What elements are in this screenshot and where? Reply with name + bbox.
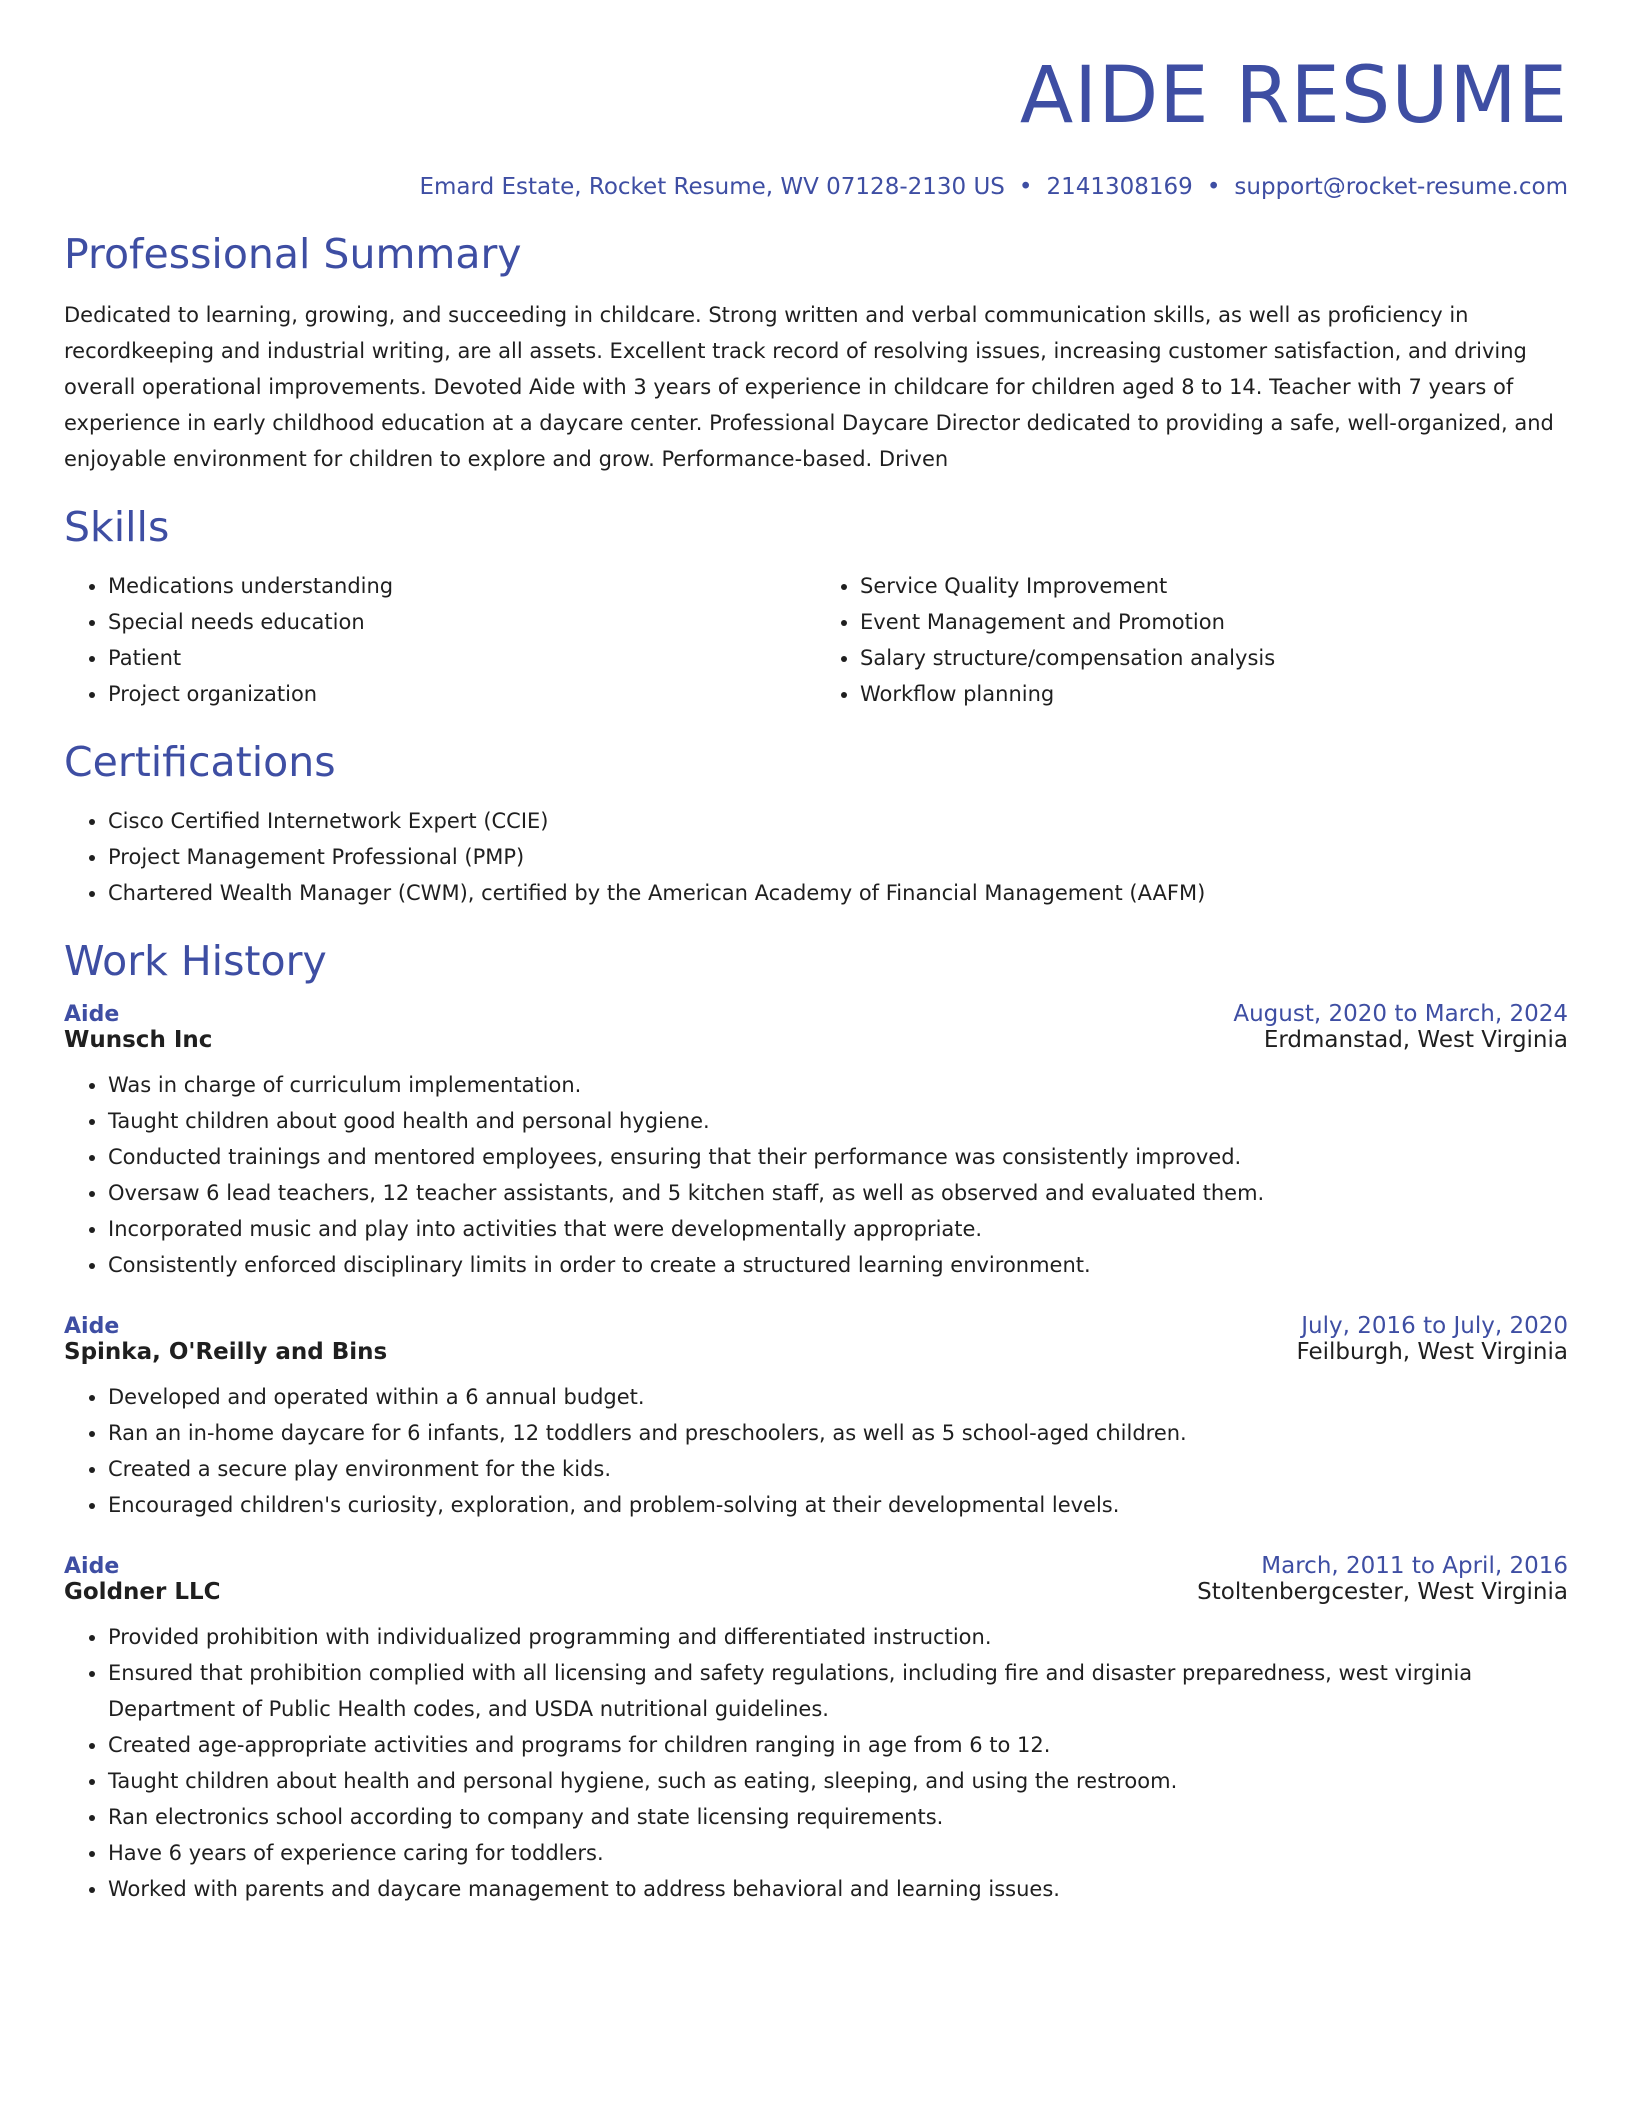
job-bullet: • Taught children about good health and personal hygiene. — [108, 1103, 1568, 1139]
job-entry — [64, 1001, 1568, 1283]
skill-item: • Workflow planning — [860, 676, 1568, 712]
certifications-heading: Certifications — [64, 738, 336, 787]
work-history-heading: Work History — [64, 937, 327, 986]
job-company: Spinka, O'Reilly and Bins — [64, 1338, 388, 1365]
contact-separator: • — [1206, 173, 1221, 200]
summary-section — [64, 230, 1568, 477]
contact-phone[interactable]: 2141308169 — [1046, 173, 1193, 200]
summary-text: Dedicated to learning, growing, and succeeding in childcare. Strong written and verbal communication skills, as well as proficiency in recordkeeping and industrial writing, are all assets. Excellent track record of resolving issues, increasing customer satisfaction, and driving overall operational improvements. Devoted Aide with 3 years of experience in childcare for children aged 8 to 14. Teacher with 7 years of experience in early childhood education at a daycare center. Professional Daycare Director dedicated to providing a safe, well-organized, and enjoyable environment for children to explore and grow. Performance-based. Driven — [64, 303, 1554, 472]
skills-section — [64, 503, 1568, 712]
resume-name: AIDE RESUME — [1019, 51, 1568, 141]
job-dates: August, 2020 to March, 2024 — [1233, 1000, 1568, 1027]
skills-heading: Skills — [64, 503, 170, 552]
job-title: Aide — [64, 1001, 120, 1027]
job-dates: July, 2016 to July, 2020 — [1301, 1312, 1568, 1339]
job-bullet: • Incorporated music and play into activities that were developmentally appropriate. — [108, 1211, 1568, 1247]
job-entry — [64, 1313, 1568, 1523]
certifications-section — [64, 738, 1568, 911]
job-bullet: • Created a secure play environment for the kids. — [108, 1451, 1568, 1487]
job-bullet: • Provided prohibition with individualized programming and differentiated instruction. — [108, 1619, 1568, 1655]
skill-item: • Special needs education — [108, 604, 816, 640]
skills-list-right — [816, 568, 1568, 712]
job-company: Wunsch Inc — [64, 1026, 213, 1053]
skill-item: • Service Quality Improvement — [860, 568, 1568, 604]
job-company: Goldner LLC — [64, 1578, 221, 1605]
certification-item: • Cisco Certified Internetwork Expert (CCIE) — [108, 803, 1568, 839]
contact-address: Emard Estate, Rocket Resume, WV 07128-2130 US — [419, 173, 1005, 200]
certification-item: • Project Management Professional (PMP) — [108, 839, 1568, 875]
job-bullet: • Worked with parents and daycare management to address behavioral and learning issues. — [108, 1871, 1568, 1907]
job-bullet: • Oversaw 6 lead teachers, 12 teacher assistants, and 5 kitchen staff, as well as observed and evaluated them. — [108, 1175, 1568, 1211]
job-bullet: • Ensured that prohibition complied with all licensing and safety regulations, including fire and disaster preparedness, west virginia Department of Public Health codes, and USDA nutritional guidelines. — [108, 1655, 1568, 1727]
skill-item: • Patient — [108, 640, 816, 676]
job-entry — [64, 1553, 1568, 1907]
job-bullet: • Taught children about health and personal hygiene, such as eating, sleeping, and using the restroom. — [108, 1763, 1568, 1799]
job-bullet: • Encouraged children's curiosity, exploration, and problem-solving at their developmental levels. — [108, 1487, 1568, 1523]
skill-item: • Event Management and Promotion — [860, 604, 1568, 640]
certifications-list — [64, 803, 1568, 911]
job-bullet: • Was in charge of curriculum implementation. — [108, 1067, 1568, 1103]
job-title: Aide — [64, 1553, 120, 1579]
skill-item: • Project organization — [108, 676, 816, 712]
skill-item: • Medications understanding — [108, 568, 816, 604]
skills-columns — [64, 568, 1568, 712]
job-bullet: • Developed and operated within a 6 annual budget. — [108, 1379, 1568, 1415]
contact-email[interactable]: support@rocket-resume.com — [1234, 173, 1568, 200]
job-location: Erdmanstad, West Virginia — [1263, 1026, 1568, 1053]
job-location: Stoltenbergcester, West Virginia — [1197, 1578, 1568, 1605]
contact-line — [64, 174, 1568, 200]
job-dates: March, 2011 to April, 2016 — [1261, 1552, 1568, 1579]
job-bullets — [64, 1379, 1568, 1523]
summary-heading: Professional Summary — [64, 229, 522, 278]
job-bullet: • Conducted trainings and mentored employees, ensuring that their performance was consistently improved. — [108, 1139, 1568, 1175]
skills-list-left — [64, 568, 816, 712]
job-bullet: • Ran electronics school according to company and state licensing requirements. — [108, 1799, 1568, 1835]
certification-item: • Chartered Wealth Manager (CWM), certified by the American Academy of Financial Management (AAFM) — [108, 875, 1568, 911]
contact-separator: • — [1018, 173, 1033, 200]
job-bullet: • Ran an in-home daycare for 6 infants, 12 toddlers and preschoolers, as well as 5 school-aged children. — [108, 1415, 1568, 1451]
job-bullet: • Have 6 years of experience caring for toddlers. — [108, 1835, 1568, 1871]
skill-item: • Salary structure/compensation analysis — [860, 640, 1568, 676]
work-history-section — [64, 937, 1568, 1906]
job-title: Aide — [64, 1313, 120, 1339]
job-location: Feilburgh, West Virginia — [1296, 1338, 1568, 1365]
job-bullets — [64, 1067, 1568, 1283]
job-bullet: • Created age-appropriate activities and programs for children ranging in age from 6 to 12. — [108, 1727, 1568, 1763]
job-bullet: • Consistently enforced disciplinary limits in order to create a structured learning environment. — [108, 1247, 1568, 1283]
job-bullets — [64, 1619, 1568, 1907]
